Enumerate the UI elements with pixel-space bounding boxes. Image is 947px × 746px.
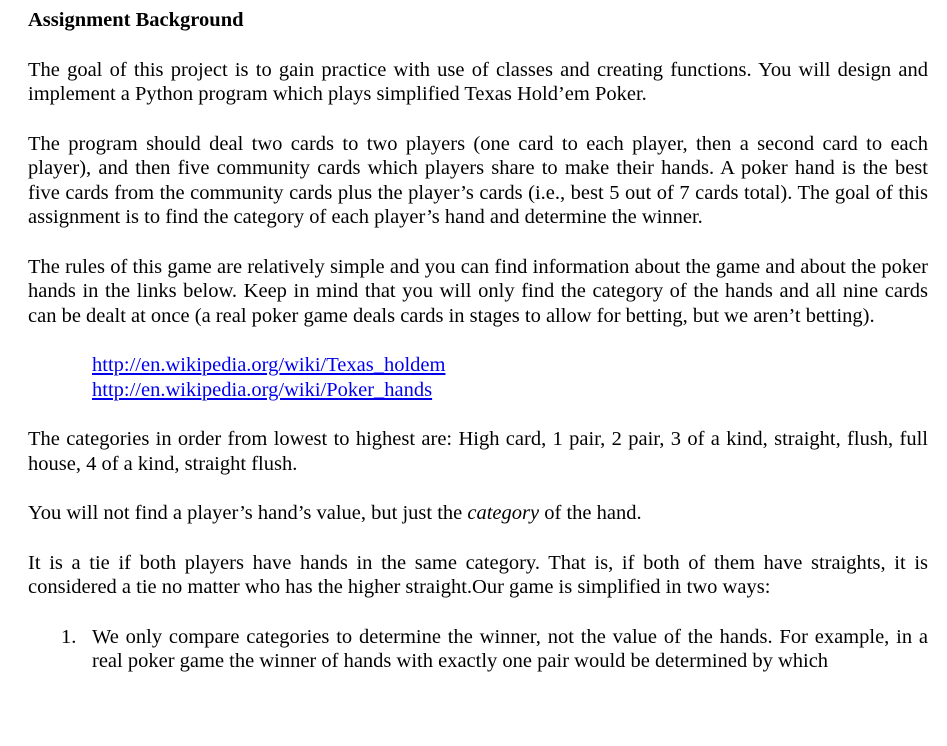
link-texas-holdem[interactable]: http://en.wikipedia.org/wiki/Texas_holdem <box>92 354 446 376</box>
paragraph-tie: It is a tie if both players have hands in the same category. That is, if both of them have straights, it is considered a tie no matter who has the higher straight.Our game is simplified in two ways: <box>28 551 928 598</box>
list-item <box>28 625 928 674</box>
link-poker-hands[interactable]: http://en.wikipedia.org/wiki/Poker_hands <box>92 378 433 401</box>
paragraph-dealing: The program should deal two cards to two players (one card to each player, then a second card to each player), and then five community cards which players share to make their hands. A poker hand is the best five cards from the community cards plus the player’s cards (i.e., best 5 out of 7 cards total). The goal of this assignment is to find the category of each player’s hand and determine the winner. <box>28 132 928 228</box>
list-item-number: 1. <box>61 625 77 648</box>
hand-value-emphasis: category <box>467 502 540 524</box>
paragraph-hand-value <box>28 501 928 526</box>
list-item-text: We only compare categories to determine the winner, not the value of the hands. For example, in a real poker game the winner of hands with exactly one pair would be determined by which <box>92 625 928 672</box>
reference-links <box>92 353 928 402</box>
hand-value-text-after: of the hand. <box>539 502 642 524</box>
simplification-list <box>28 625 928 674</box>
paragraph-rules: The rules of this game are relatively simple and you can find information about the game and about the poker hands in the links below. Keep in mind that you will only find the category of the hands and all nine cards can be dealt at once (a real poker game deals cards in stages to allow for betting, but we aren’t betting). <box>28 255 928 327</box>
paragraph-goal: The goal of this project is to gain practice with use of classes and creating functions. You will design and implement a Python program which plays simplified Texas Hold’em Poker. <box>28 58 928 105</box>
section-heading: Assignment Background <box>28 9 244 31</box>
paragraph-categories: The categories in order from lowest to highest are: High card, 1 pair, 2 pair, 3 of a kind, straight, flush, full house, 4 of a kind, straight flush. <box>28 428 928 475</box>
hand-value-text-before: You will not find a player’s hand’s value, but just the <box>28 502 468 524</box>
document-page <box>28 8 928 674</box>
